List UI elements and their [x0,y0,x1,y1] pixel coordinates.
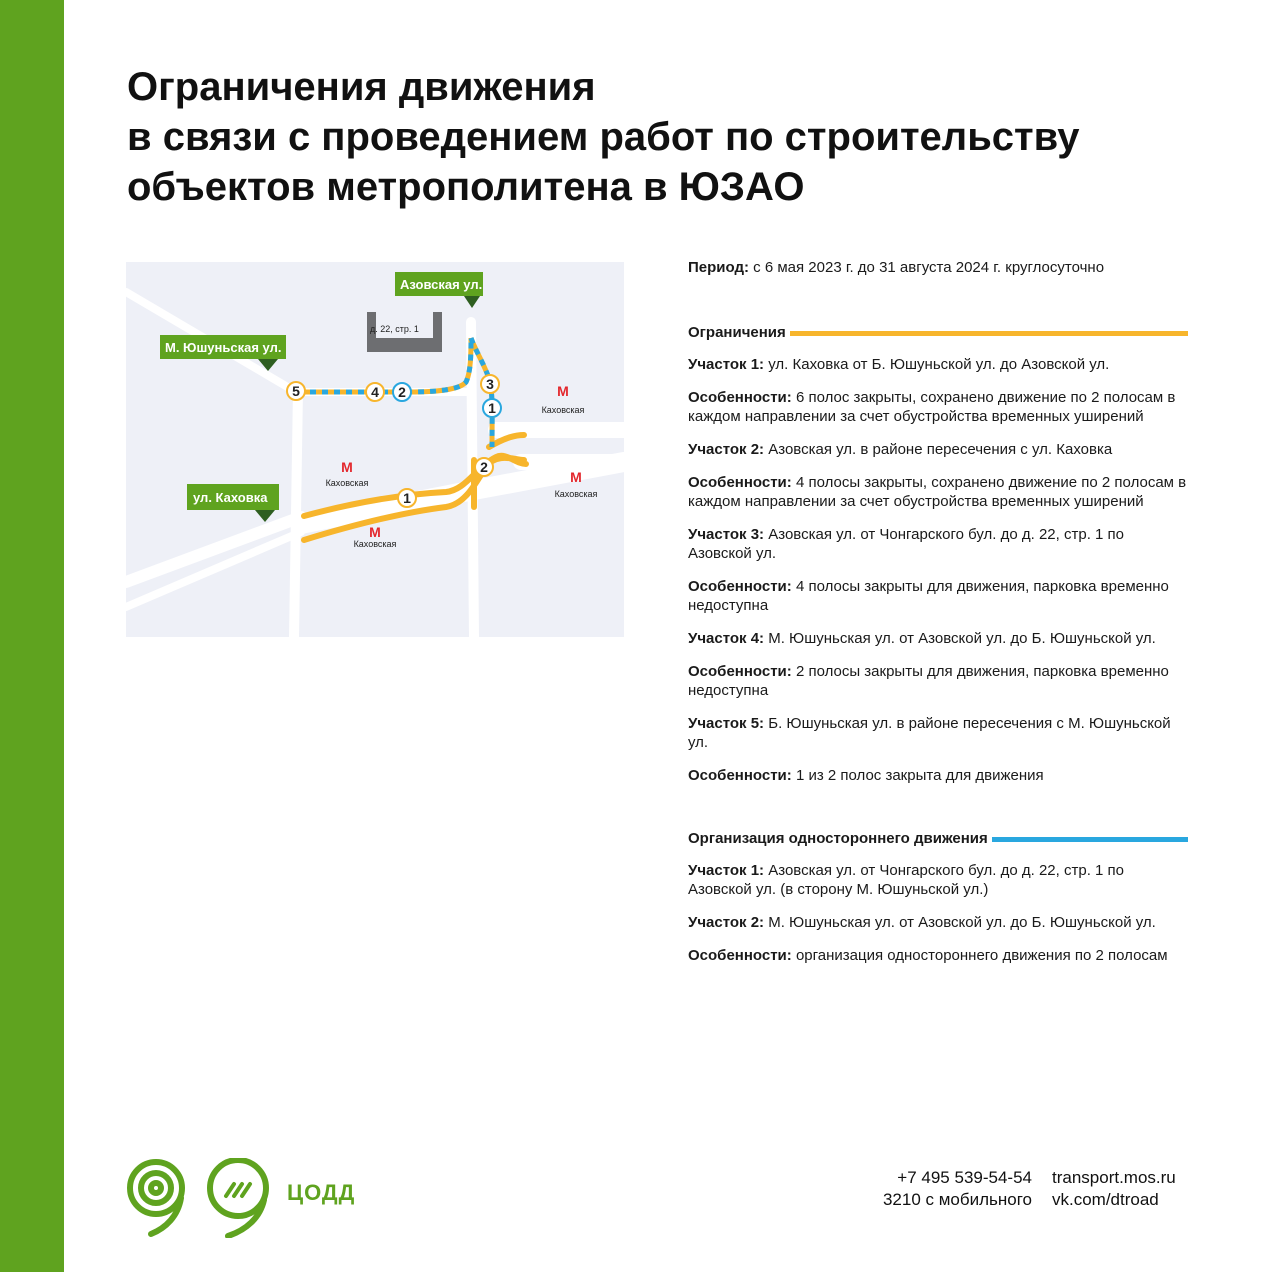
restriction-item [688,662,1188,700]
item-label: Участок 5: [688,715,765,732]
mobile-number: 3210 с мобильного [882,1190,1032,1209]
tsodd-logo-icon [126,1158,276,1243]
restrictions-heading [688,323,1188,342]
item-label: Особенности: [688,767,792,784]
metro-icon: M [557,383,569,399]
item-label: Особенности: [688,947,792,964]
item-text: Б. Юшуньская ул. в районе пересечения с М. Юшуньской ул. [688,715,1171,751]
item-label: Участок 4: [688,630,765,647]
period [688,258,1188,277]
oneway-heading-line [992,837,1188,842]
item-label: Участок 3: [688,526,765,543]
restriction-item [688,766,1188,785]
oneway-item [688,946,1188,965]
title-line-1: Ограничения движения [127,65,596,109]
marker-restriction-1-label: 1 [403,490,411,506]
kakhovka-label: ул. Каховка [193,490,268,505]
marker-oneway-2-label: 2 [398,384,406,400]
period-value: с 6 мая 2023 г. до 31 августа 2024 г. круглосуточно [749,259,1105,276]
restrictions-heading-label: Ограничения [688,324,786,341]
phone-number[interactable]: +7 495 539-54-54 [897,1168,1032,1187]
item-text: М. Юшуньская ул. от Азовской ул. до Б. Юшуньской ул. [764,630,1156,647]
marker-restriction-5-label: 5 [292,383,300,399]
page-title [127,62,1227,212]
restriction-item [688,629,1188,648]
marker-restriction-3-label: 3 [486,376,494,392]
period-label: Период: [688,259,749,276]
tag-pointer [464,296,480,308]
item-text: 4 полосы закрыты для движения, парковка временно недоступна [688,578,1169,614]
marker-restriction-4-label: 4 [371,384,379,400]
brand-name: ЦОДД [287,1180,356,1205]
item-label: Особенности: [688,474,792,491]
title-line-2: в связи с проведением работ по строительству [127,115,1080,159]
vk-link[interactable]: vk.com/dtroad [1052,1190,1159,1209]
metro-label-2: Каховская [325,478,369,488]
azovskaya-label: Азовская ул. [400,277,483,292]
item-text: 6 полос закрыты, сохранено движение по 2 полосам в каждом направлении за счет обустройства временных уширений [688,389,1176,425]
metro-icon: M [369,524,381,540]
building-label: д. 22, стр. 1 [370,324,419,334]
oneway-heading-label: Организация одностороннего движения [688,830,988,847]
item-text: 1 из 2 полос закрыта для движения [791,767,1044,784]
item-text: организация одностороннего движения по 2 полосам [791,947,1168,964]
restriction-item [688,440,1188,459]
item-label: Участок 2: [688,441,765,458]
restriction-item [688,577,1188,615]
item-text: Азовская ул. от Чонгарского бул. до д. 22, стр. 1 по Азовской ул. (в сторону М. Юшуньской ул.) [688,862,1125,898]
item-label: Участок 2: [688,914,765,931]
item-label: Участок 1: [688,862,765,879]
m-yushunskaya-label: М. Юшуньская ул. [165,340,282,355]
item-text: Азовская ул. в районе пересечения с ул. Каховка [764,441,1113,458]
web-contacts [1052,1167,1176,1211]
item-text: 2 полосы закрыты для движения, парковка временно недоступна [688,663,1169,699]
metro-label-3: Каховская [554,489,598,499]
left-accent-bar [0,0,64,1272]
map [126,262,624,637]
title-line-3: объектов метрополитена в ЮЗАО [127,165,805,209]
oneway-item [688,861,1188,899]
site-link[interactable]: transport.mos.ru [1052,1168,1176,1187]
phone-contacts [860,1167,1032,1211]
item-label: Участок 1: [688,356,765,373]
metro-icon: M [570,469,582,485]
metro-label-4: Каховская [353,539,397,549]
restriction-item [688,525,1188,563]
item-label: Особенности: [688,389,792,406]
metro-icon: M [341,459,353,475]
item-text: 4 полосы закрыты, сохранено движение по 2 полосам в каждом направлении за счет обустройства временных уширений [688,474,1187,510]
oneway-item [688,913,1188,932]
restriction-item [688,388,1188,426]
marker-oneway-1-label: 1 [488,400,496,416]
oneway-heading [688,829,1188,848]
metro-label-1: Каховская [541,405,585,415]
street-labels [160,272,483,522]
item-text: Азовская ул. от Чонгарского бул. до д. 22, стр. 1 по Азовской ул. [688,526,1125,562]
item-label: Особенности: [688,578,792,595]
tag-pointer [255,510,275,522]
info-panel [688,258,1188,979]
restriction-item [688,714,1188,752]
item-text: ул. Каховка от Б. Юшуньской ул. до Азовской ул. [764,356,1110,373]
item-label: Особенности: [688,663,792,680]
item-text: М. Юшуньская ул. от Азовской ул. до Б. Юшуньской ул. [764,914,1156,931]
restrictions-heading-line [790,331,1188,336]
restriction-item [688,473,1188,511]
restriction-item [688,355,1188,374]
marker-restriction-2-label: 2 [480,459,488,475]
